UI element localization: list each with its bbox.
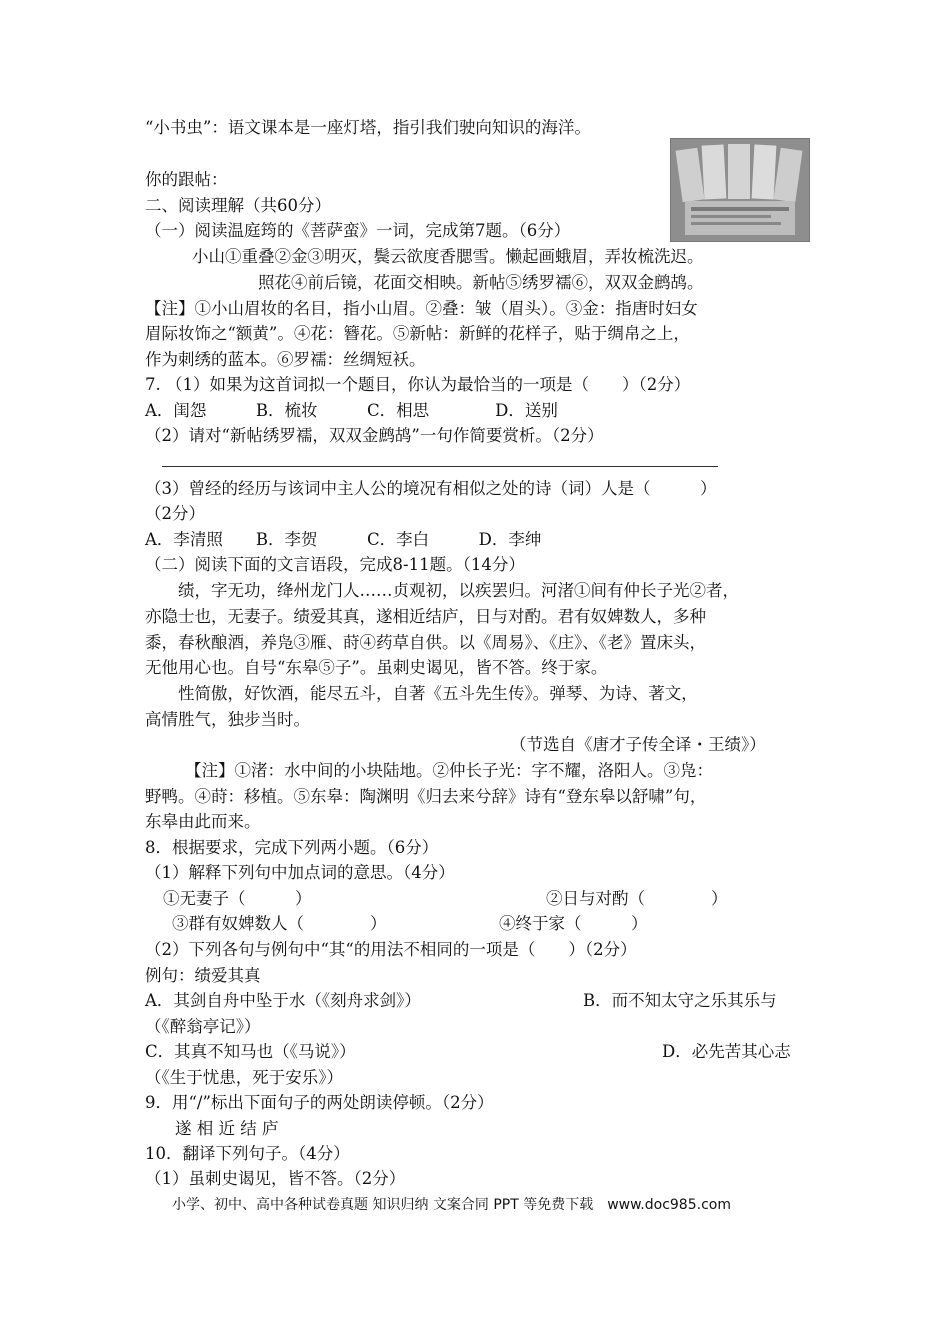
text-line: 作为刺绣的蓝本。⑥罗襦：丝绸短袄。	[145, 350, 426, 369]
poem-line: 照花④前后镜，花面交相映。新帖⑤绣罗襦⑥，双双金鹧鸪。	[258, 273, 704, 292]
text-line: （2）下列各句与例句中“其“的用法不相同的一项是（ ）（2分）	[145, 940, 637, 959]
question-8: 8．根据要求，完成下列两小题。（6分）	[145, 838, 439, 857]
text-line: （二）阅读下面的文言语段，完成8-11题。（14分）	[145, 555, 525, 574]
text-line: （1）解释下列句中加点词的意思。（4分）	[145, 863, 455, 882]
text-line: （《生于忧患，死于安乐》）	[145, 1068, 343, 1087]
text-line: “小书虫”：语文课本是一座灯塔，指引我们驶向知识的海洋。	[145, 118, 591, 137]
text-line: 亦隐士也，无妻子。绩爱其真，遂相近结庐，日与对酌。君有奴婢数人，多种	[145, 607, 706, 626]
text-line: 你的跟帖：	[145, 170, 228, 189]
text-line: 东皋由此而来。	[145, 812, 261, 831]
poem-line: 小山①重叠②金③明灭，鬓云欲度香腮雪。懒起画蛾眉，弄妆梳洗迟。	[192, 247, 704, 266]
option-d: D．必先苦其心志	[662, 1042, 791, 1061]
text-line: （1）虽刺史谒见，皆不答。（2分）	[145, 1169, 406, 1188]
newspaper-photo	[670, 138, 810, 242]
text-line: 绩，字无功，绛州龙门人……贞观初，以疾罢归。河渚①间有仲长子光②者，	[178, 581, 739, 600]
question-10: 10．翻译下列句子。（4分）	[145, 1144, 350, 1163]
text-line: （《醉翁亭记》）	[145, 1017, 261, 1036]
text-line: 遂 相 近 结 庐	[175, 1119, 279, 1138]
text-line: 无他用心也。自号“东皋⑤子”。虽刺史谒见，皆不答。终于家。	[145, 658, 608, 677]
text-line: （一）阅读温庭筠的《菩萨蛮》一词，完成第7题。（6分）	[145, 221, 571, 240]
text-line: 黍，春秋酿酒，养凫③雁、莳④药草自供。以《周易》、《庄》、《老》置床头，	[145, 633, 706, 652]
answer-line[interactable]	[162, 466, 718, 467]
question-7: 7. （1）如果为这首词拟一个题目，你认为最恰当的一项是（ ）（2分）	[145, 375, 691, 394]
text-line: （3）曾经的经历与该词中主人公的境况有相似之处的诗（词）人是（ ）	[145, 479, 717, 498]
text-line: A．闺怨 B．梳妆 C．相思 D．送别	[145, 401, 558, 420]
text-line: （2分）	[145, 504, 205, 523]
text-line: ③群有奴婢数人（ ）	[172, 914, 387, 933]
text-line: A．李清照 B．李贺 C．李白 D．李绅	[145, 530, 542, 549]
text-line: 野鸭。④莳：移植。⑤东皋：陶渊明《归去来兮辞》诗有“登东皋以舒啸”句，	[145, 787, 707, 806]
text-line: 眉际妆饰之“额黄”。④花：簪花。⑤新帖：新鲜的花样子，贴于绸帛之上，	[145, 324, 690, 343]
text-line: 高情胜气，独步当时。	[145, 710, 310, 729]
text-line: ①无妻子（ ）	[163, 889, 312, 908]
text-line: 【注】①小山眉妆的名目，指小山眉。②叠：皱（眉头）。③金：指唐时妇女	[145, 299, 698, 318]
option-a: A．其剑自舟中坠于水（《刻舟求剑》）	[145, 991, 421, 1010]
footer-text: 小学、初中、高中各种试卷真题 知识归纳 文案合同 PPT 等免费下载 www.doc985.com	[172, 1197, 731, 1213]
text-line: ④终于家（ ）	[499, 914, 648, 933]
text-line: （2）请对“新帖绣罗襦，双双金鹧鸪”一句作简要赏析。（2分）	[145, 426, 604, 445]
text-line: 例句：绩爱其真	[145, 966, 261, 985]
option-c: C．其真不知马也（《马说》）	[145, 1042, 356, 1061]
source-note: （节选自《唐才子传全译・王绩》）	[510, 735, 766, 754]
text-line: 性简傲，好饮酒，能尽五斗，自著《五斗先生传》。弹琴、为诗、著文，	[178, 684, 698, 703]
question-9: 9．用“/”标出下面句子的两处朗读停顿。（2分）	[145, 1093, 494, 1112]
text-line: 【注】①渚：水中间的小块陆地。②仲长子光：字不耀，洛阳人。③凫：	[185, 761, 713, 780]
section-heading: 二、阅读理解（共60分）	[145, 196, 331, 215]
option-b: B．而不知太守之乐其乐与	[583, 991, 777, 1010]
text-line: ②日与对酌（ ）	[546, 889, 728, 908]
